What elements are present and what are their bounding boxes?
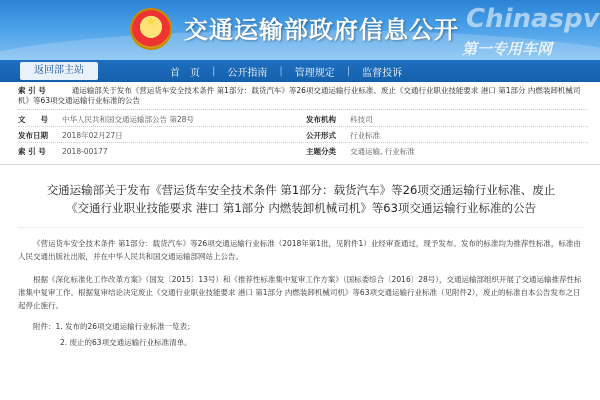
meta-doc-value: 中华人民共和国交通运输部公告 第28号 [62, 115, 194, 124]
article-paragraph-1: 《营运货车安全技术条件 第1部分：载货汽车》等26项交通运输行业标准（2018年第1批，见附件1）业经审查通过，现予发布。发布的标准均为推荐性标准，标准由人民交通出版社出版，并在中华人民共和国交通运输部网站上公告。 [18, 239, 581, 261]
nav-separator: | [279, 65, 283, 77]
meta-topic-label: 主题分类 [306, 147, 336, 156]
nav-item-complaints[interactable]: 监督投诉 [362, 67, 403, 79]
meta-org-row [306, 114, 373, 125]
meta-date-label: 发布日期 [18, 131, 48, 140]
document-meta [0, 82, 600, 165]
meta-org-value: 科技司 [350, 115, 373, 124]
attachment-label: 附件： [33, 322, 56, 331]
meta-topic-value: 交通运输, 行业标准 [350, 147, 415, 156]
article-title [18, 181, 584, 217]
meta-index-label: 索 引 号 [18, 86, 46, 95]
meta-date-row [18, 130, 123, 141]
nav-item-home[interactable]: 首 页 [170, 67, 200, 79]
meta-index-row [18, 86, 588, 106]
attachment-link-2[interactable]: 2. 废止的63项交通运输行业标准清单。 [60, 338, 192, 347]
meta-divider [18, 126, 588, 127]
national-emblem-icon: ★ [130, 8, 172, 50]
nav-separator: | [212, 65, 216, 77]
meta-org-label: 发布机构 [306, 115, 336, 124]
meta-category-label: 公开形式 [306, 131, 336, 140]
back-to-main-site-button[interactable]: 返回部主站 [20, 62, 98, 80]
meta-serial-label: 索 引 号 [18, 147, 46, 156]
nav-items [158, 60, 414, 82]
attachment-row [33, 321, 195, 332]
nav-item-guide[interactable]: 公开指南 [227, 67, 268, 79]
nav-item-regulations[interactable]: 管理规定 [294, 67, 335, 79]
attachment-link-1[interactable]: 1. 发布的26项交通运输行业标准一览表； [55, 322, 195, 331]
site-title: 交通运输部政府信息公开 [184, 16, 459, 44]
watermark-logo: Chinaspv [466, 4, 600, 34]
meta-category-row [306, 130, 380, 141]
meta-serial-row [18, 146, 108, 157]
meta-category-value: 行业标准 [350, 131, 380, 140]
meta-serial-value: 2018-00177 [62, 147, 108, 156]
meta-doc-row [18, 114, 194, 125]
article-title-line-1: 交通运输部关于发布《营运货车安全技术条件 第1部分：载货汽车》等26项交通运输行业标准、废止 [46, 183, 556, 197]
nav-separator: | [346, 65, 351, 77]
meta-index-value: 通运输部关于发布《营运货车安全技术条件 第1部分：载货汽车》等26项交通运输行业标准、废止《交通行业职业技能要求 港口 第1部分 内燃装卸机械司机》等63项交通运输行业标准的公告 [18, 86, 581, 105]
site-header [0, 0, 600, 60]
meta-doc-label: 文 号 [18, 115, 48, 124]
meta-date-value: 2018年02月27日 [62, 131, 123, 140]
watermark-subtitle: 第一专用车网 [462, 40, 553, 58]
article-body [0, 165, 600, 400]
article-title-line-2: 《交通行业职业技能要求 港口 第1部分 内燃装卸机械司机》等63项交通运输行业标准的公告 [66, 201, 536, 215]
meta-topic-row [306, 146, 415, 157]
main-nav [0, 60, 600, 82]
article-divider [18, 227, 584, 228]
meta-divider [18, 142, 588, 143]
meta-divider [18, 109, 588, 110]
article-paragraph-2: 根据《深化标准化工作改革方案》（国发〔2015〕13号）和《推荐性标准集中复审工作方案》（国标委综合〔2016〕28号），交通运输部组织开展了交通运输推荐性标准集中复审工作。根据复审结论决定废止《交通行业职业技能要求 港口 第1部分 内燃装卸机械司机》等63项交通运输行业标准（见附件2），废止的标准自本公告发布之日起停止施行。 [18, 275, 582, 310]
